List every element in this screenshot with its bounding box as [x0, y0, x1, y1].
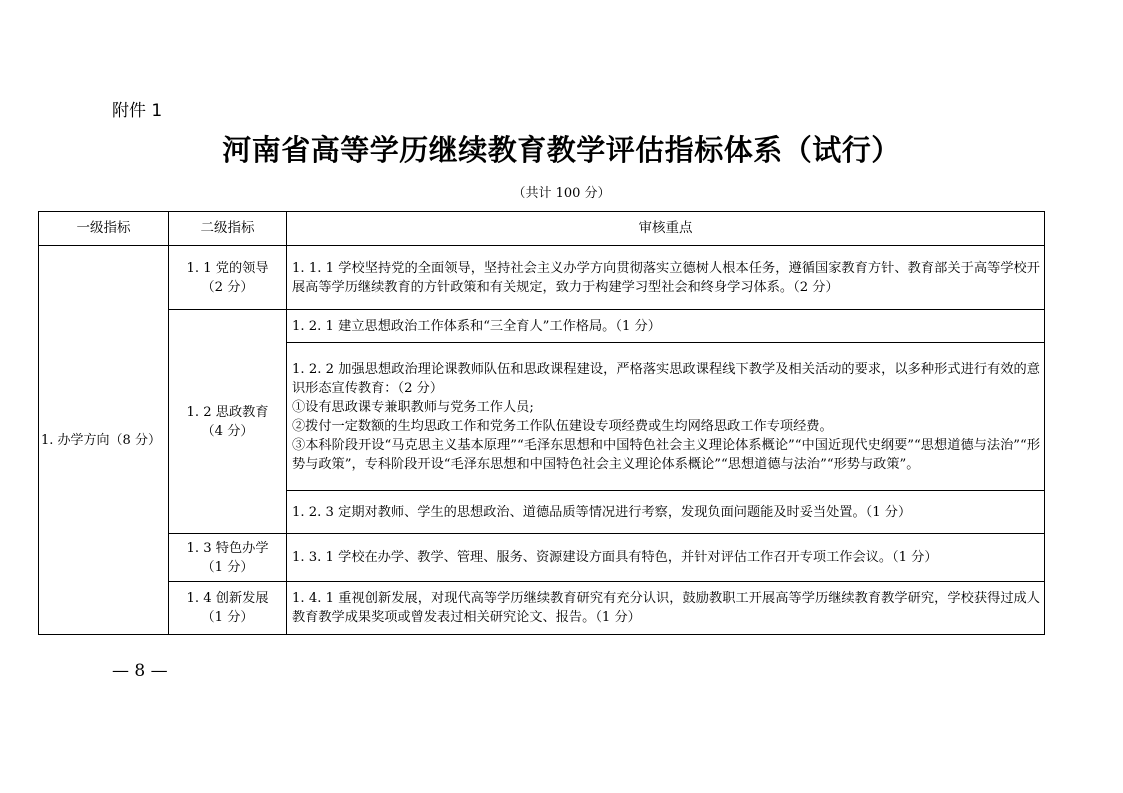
document-title: 河南省高等学历继续教育教学评估指标体系（试行）	[222, 133, 901, 167]
table-row	[39, 310, 1045, 343]
level2-score: （4 分）	[201, 423, 254, 439]
level2-indicator	[169, 534, 287, 582]
level2-name: 1. 3 特色办学	[186, 540, 269, 556]
level2-score: （1 分）	[201, 610, 254, 625]
table-row	[39, 582, 1045, 635]
table-row	[39, 246, 1045, 310]
key-point: 1. 1. 1 学校坚持党的全面领导，坚持社会主义办学方向贯彻落实立德树人根本任务，遵循国家教育方针、教育部关于高等学校开展高等学历继续教育的方针政策和有关规定，致力于构建学习型社会和终身学习体系。（2 分）	[287, 246, 1045, 310]
level2-score: （1 分）	[201, 559, 254, 575]
document-subtitle: （共计 100 分）	[512, 186, 611, 201]
table-row	[39, 534, 1045, 582]
page-number: — 8 —	[112, 661, 168, 681]
level2-indicator	[169, 582, 287, 635]
key-point: 1. 2. 3 定期对教师、学生的思想政治、道德品质等情况进行考察，发现负面问题能及时妥当处置。（1 分）	[287, 491, 1045, 534]
header-level1: 一级指标	[39, 212, 169, 246]
key-point: 1. 2. 1 建立思想政治工作体系和“三全育人”工作格局。（1 分）	[287, 310, 1045, 343]
level2-indicator	[169, 310, 287, 534]
key-point-subitem: ②拨付一定数额的生均思政工作和党务工作队伍建设专项经费或生均网络思政工作专项经费。	[292, 418, 833, 434]
level2-indicator	[169, 246, 287, 310]
level2-score: （2 分）	[201, 279, 254, 295]
key-point-text: 1. 2. 2 加强思想政治理论课教师队伍和思政课程建设，严格落实思政课程线下教学及相关活动的要求，以多种形式进行有效的意识形态宣传教育：（2 分）	[292, 361, 1040, 396]
key-point-subitem: ①设有思政课专兼职教师与党务工作人员;	[292, 399, 534, 415]
key-point	[287, 343, 1045, 491]
key-point: 1. 3. 1 学校在办学、教学、管理、服务、资源建设方面具有特色，并针对评估工作召开专项工作会议。（1 分）	[287, 534, 1045, 582]
header-key-points: 审核重点	[287, 212, 1045, 246]
key-point: 1. 4. 1 重视创新发展，对现代高等学历继续教育研究有充分认识，鼓励教职工开展高等学历继续教育教学研究，学校获得过成人教育教学成果奖项或曾发表过相关研究论文、报告。（1 分）	[287, 582, 1045, 635]
key-point-subitem: ③本科阶段开设“马克思主义基本原理”“毛泽东思想和中国特色社会主义理论体系概论”“中国近现代史纲要”“思想道德与法治”“形势与政策”，专科阶段开设“毛泽东思想和中国特色社会主义理论体系概论”“思想道德与法治”“形势与政策”。	[292, 437, 1041, 472]
header-level2: 二级指标	[169, 212, 287, 246]
attachment-label: 附件 1	[112, 101, 163, 121]
level2-name: 1. 1 党的领导	[186, 260, 269, 276]
level1-indicator: 1. 办学方向（8 分）	[39, 246, 169, 635]
table-header-row	[39, 212, 1045, 246]
level2-name: 1. 4 创新发展	[186, 591, 269, 606]
evaluation-index-table	[38, 211, 1045, 635]
level2-name: 1. 2 思政教育	[186, 404, 269, 420]
